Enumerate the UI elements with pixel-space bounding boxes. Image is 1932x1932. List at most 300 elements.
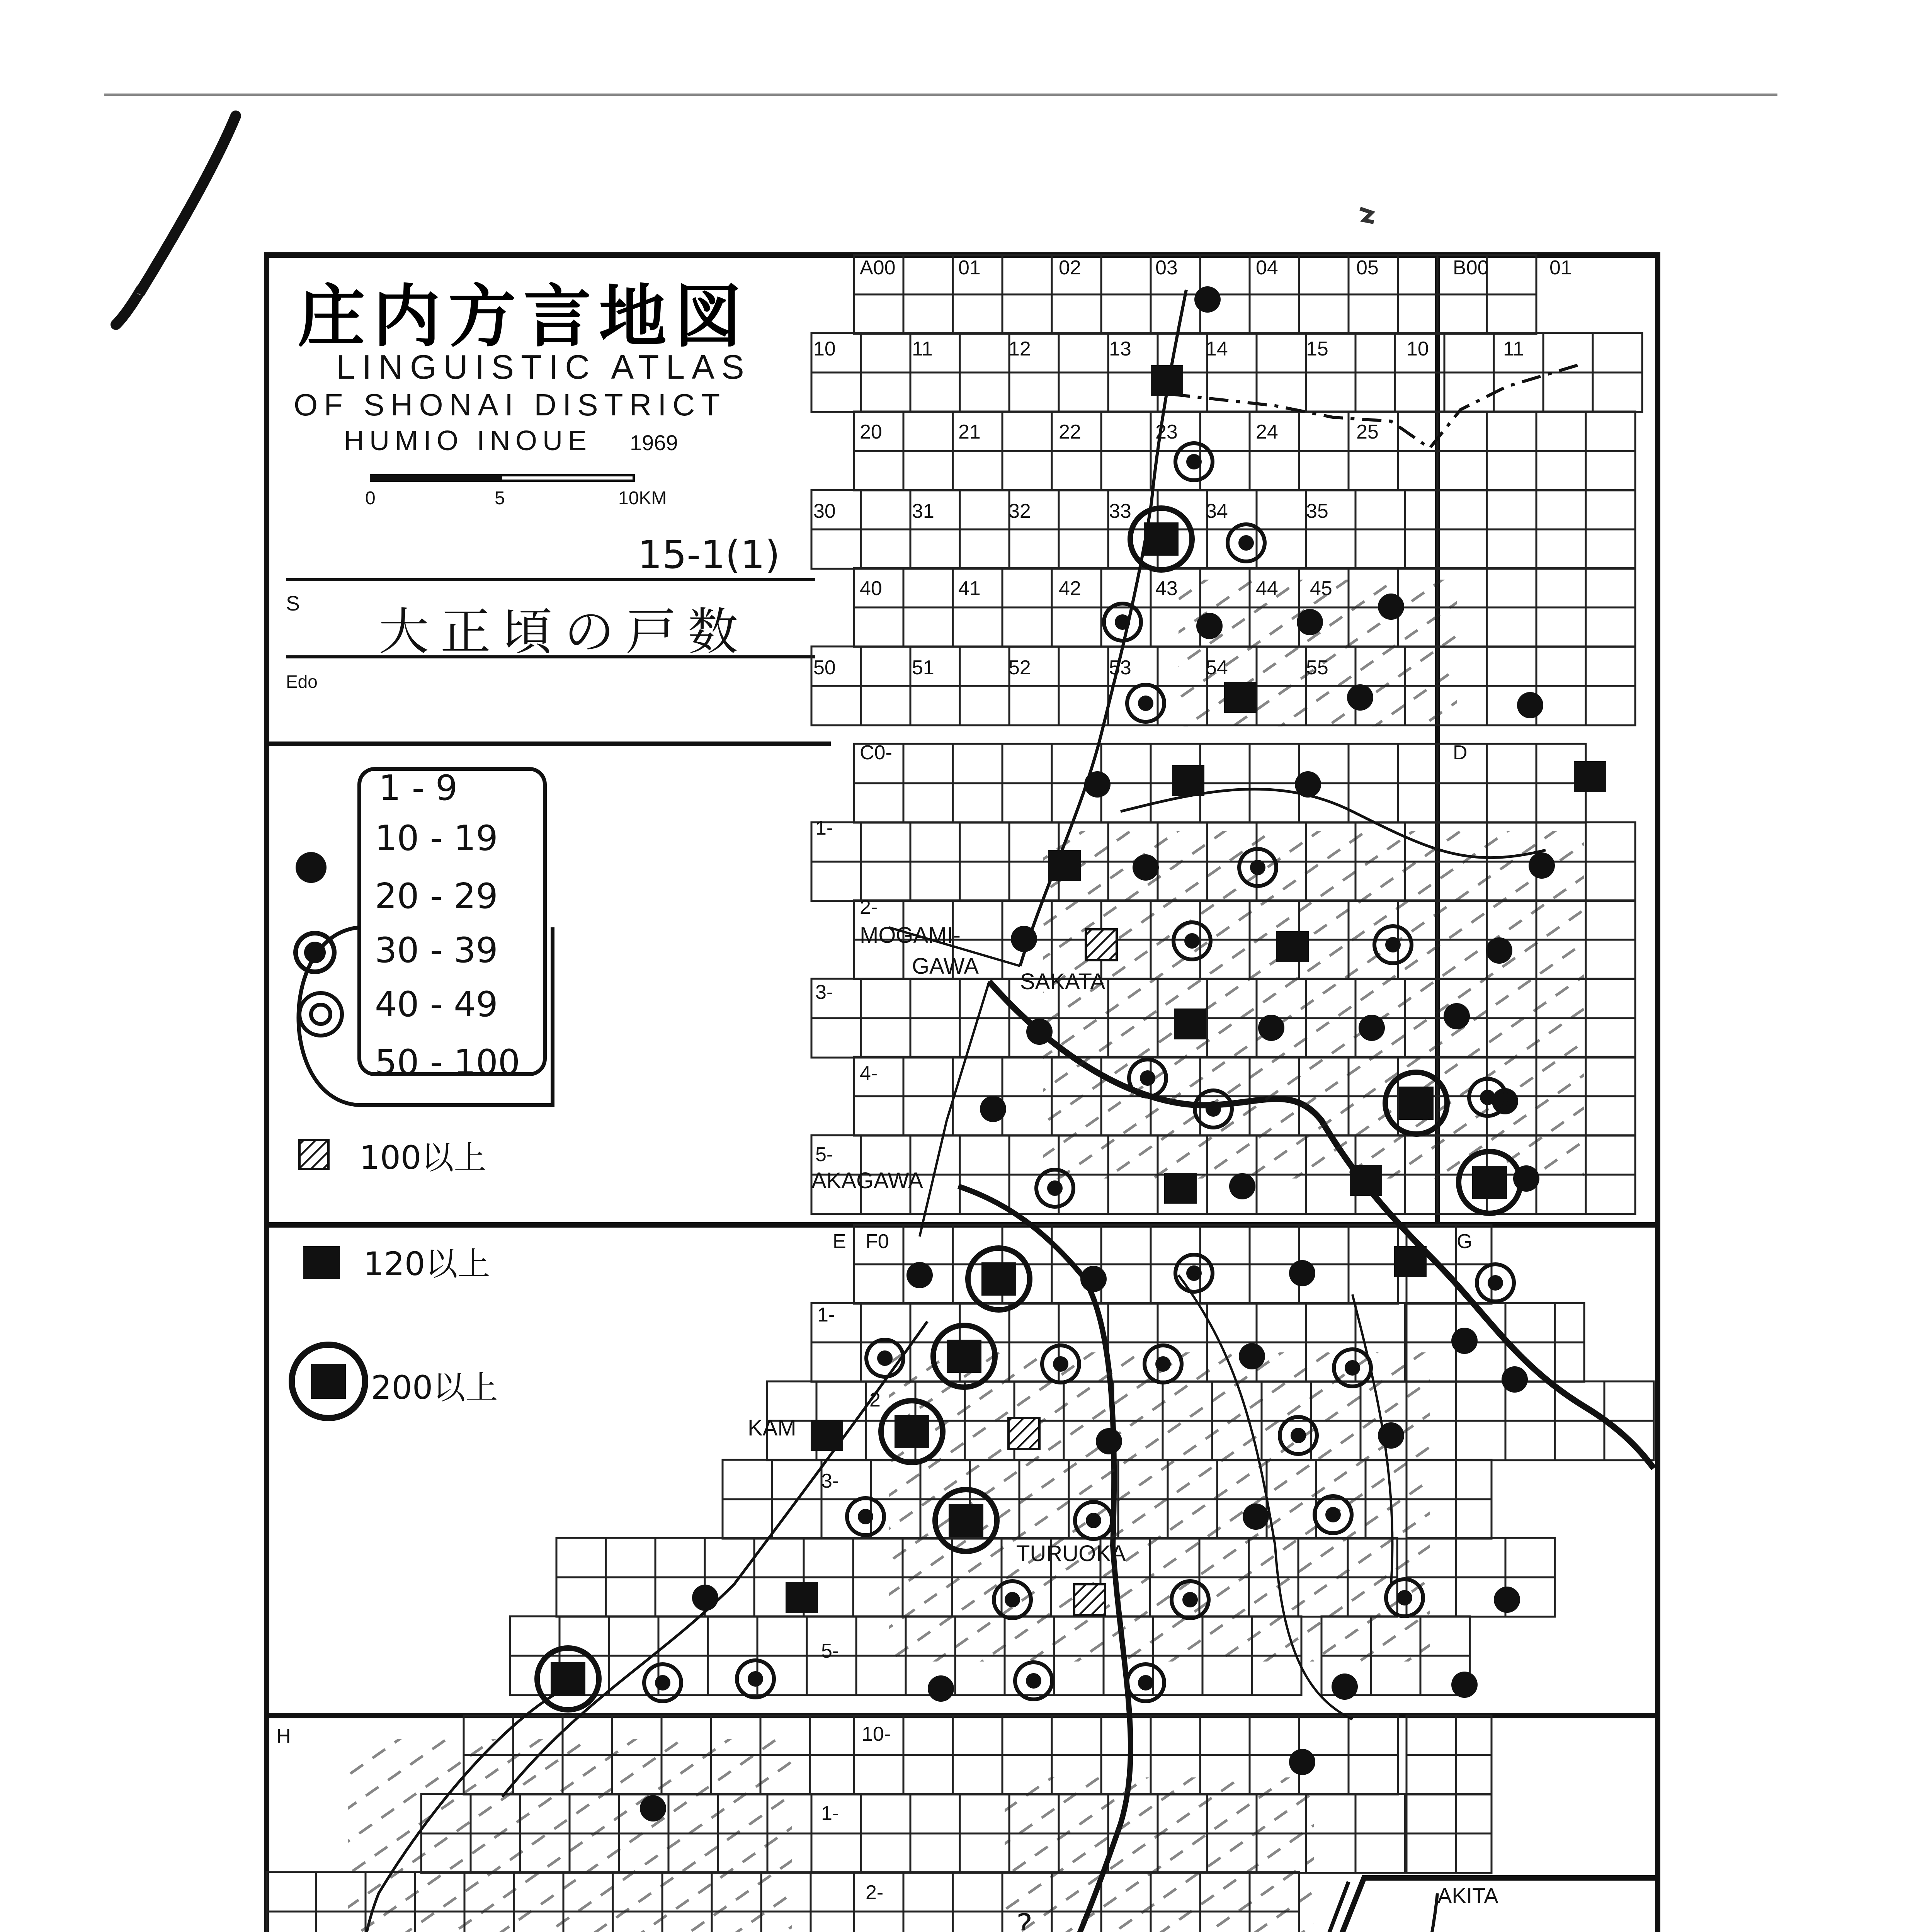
grid-cell <box>1586 529 1635 569</box>
grid-cell <box>1536 529 1586 569</box>
grid-cell <box>1586 646 1635 686</box>
grid-cell <box>861 1833 910 1873</box>
symbol-dot-45 <box>1378 594 1404 620</box>
grid-label: 52 <box>1009 656 1031 679</box>
grid-cell <box>1059 529 1108 569</box>
place-mogamigawa: GAWA <box>912 954 979 979</box>
grid-label-02: 02 <box>1059 257 1081 279</box>
grid-label: 20 <box>860 421 882 443</box>
grid-label: 10 <box>813 338 836 360</box>
grid-label: 5- <box>821 1640 839 1662</box>
grid-cell <box>1009 1303 1059 1342</box>
grid-cell <box>910 372 960 412</box>
grid-cell <box>1487 255 1536 294</box>
legend-dot-symbol <box>296 852 327 883</box>
grid-cell <box>854 1912 903 1932</box>
symbol-ring-E5-2 <box>1015 1662 1052 1699</box>
grid-cell <box>903 1872 953 1912</box>
grid-cell <box>1349 1225 1398 1264</box>
grid-cell <box>1586 1057 1635 1096</box>
grid-cell <box>1059 1175 1108 1214</box>
scale-tick-0: 0 <box>365 488 376 509</box>
symbol-dot-F3-2 <box>1243 1503 1269 1530</box>
grid-cell <box>854 1096 903 1136</box>
symbol-hatch-F4-2 <box>1074 1584 1105 1615</box>
grid-cell <box>960 372 1009 412</box>
grid-cell <box>953 1755 1002 1794</box>
grid-cell <box>1009 529 1059 569</box>
grid-label: 43 <box>1155 577 1178 600</box>
grid-label: 2- <box>866 1881 884 1904</box>
grid-cell <box>910 1833 960 1873</box>
symbol-dot-C-5-6 <box>1513 1165 1539 1192</box>
grid-cell <box>1052 294 1101 334</box>
legend <box>292 768 553 1418</box>
grid-label: 14 <box>1206 338 1228 360</box>
grid-cell <box>1101 1225 1151 1264</box>
grid-cell <box>1349 744 1398 783</box>
symbol-sq-C-5-4 <box>1350 1165 1382 1196</box>
symbol-ring-E5-0 <box>737 1660 774 1697</box>
grid-cell <box>1200 744 1250 783</box>
grid-cell <box>1151 294 1200 334</box>
grid-cell <box>1299 451 1349 490</box>
legend-200: 200以上 <box>371 1369 498 1406</box>
symbol-dot-44 <box>1297 609 1323 635</box>
grid-cell <box>903 607 953 647</box>
grid-cell <box>1059 646 1108 686</box>
grid-cell <box>1586 490 1635 529</box>
grid-cell <box>1536 1175 1586 1214</box>
map-subject: 大正頃の戸数 <box>379 602 750 661</box>
section-label-C0: C0- <box>860 742 892 764</box>
legend-range-2: 10 - 19 <box>375 818 498 859</box>
grid-cell <box>754 1538 804 1577</box>
grid-cell <box>960 862 1009 901</box>
grid-cell <box>856 1656 906 1695</box>
grid-cell <box>1586 1018 1635 1058</box>
symbol-dot-C-3-6 <box>1444 1003 1470 1029</box>
grid-cell <box>1586 1175 1635 1214</box>
grid-cell <box>1355 1833 1405 1873</box>
grid-cell <box>1257 1303 1306 1342</box>
grid-cell <box>1207 372 1257 412</box>
grid-label: 13 <box>1109 338 1131 360</box>
symbol-bigsq-33 <box>1130 508 1192 570</box>
grid-cell <box>1002 451 1052 490</box>
grid-cell <box>1586 451 1635 490</box>
grid-cell <box>861 1018 910 1058</box>
grid-cell <box>1586 940 1635 979</box>
s-label: S <box>286 592 300 615</box>
grid-cell <box>1405 529 1437 569</box>
grid-cell <box>658 1616 708 1656</box>
symbol-sq-C-1-2 <box>1048 850 1081 881</box>
grid-label: 10 <box>1406 338 1429 360</box>
legend-square-symbol <box>303 1246 340 1279</box>
symbol-sq-D0 <box>1574 761 1606 792</box>
grid-cell <box>1158 1303 1207 1342</box>
scale-bar <box>365 475 667 509</box>
symbol-dot-G1-0 <box>1502 1366 1528 1393</box>
grid-cell <box>953 783 1002 823</box>
grid-cell <box>953 1716 1002 1755</box>
grid-cell <box>854 1264 903 1304</box>
grid-cell <box>1349 1755 1398 1794</box>
symbol-hatch-C-2-2 <box>1086 929 1117 960</box>
grid-cell <box>1002 294 1052 334</box>
symbol-ring-F0-6 <box>1477 1264 1514 1301</box>
grid-label: 40 <box>860 577 882 600</box>
grid-cell <box>811 372 861 412</box>
legend-range-4: 30 - 39 <box>375 930 498 971</box>
grid-cell <box>1456 1538 1505 1577</box>
grid-cell <box>1052 607 1101 647</box>
grid-cell <box>861 490 910 529</box>
grid-cell <box>903 1225 953 1264</box>
place-sakata: SAKATA <box>1020 969 1105 994</box>
section-label-D: D <box>1453 742 1468 764</box>
grid-cell <box>1536 412 1586 451</box>
grid-label: 15 <box>1306 338 1328 360</box>
grid-cell <box>1059 490 1108 529</box>
symbol-sq-E4-1 <box>786 1582 818 1613</box>
grid-cell <box>1586 1135 1635 1175</box>
scale-tick-5: 5 <box>495 488 505 509</box>
symbol-dot-F2-2 <box>1096 1428 1122 1454</box>
grid-label-04: 04 <box>1256 257 1278 279</box>
grid-cell <box>1586 900 1635 940</box>
grid-cell <box>854 294 903 334</box>
grid-cell <box>1002 255 1052 294</box>
grid-cell <box>1299 1716 1349 1755</box>
grid-cell <box>1456 1755 1492 1794</box>
symbol-dot-F5-4 <box>1451 1672 1478 1698</box>
grid-cell <box>1586 568 1635 607</box>
grid-cell <box>1406 1303 1456 1342</box>
grid-cell <box>903 294 953 334</box>
grid-label-B00: B00 <box>1453 257 1489 279</box>
grid-cell <box>953 607 1002 647</box>
grid-cell <box>723 1499 772 1539</box>
grid-cell <box>655 1538 705 1577</box>
symbol-dot-D-5-1 <box>906 1262 933 1288</box>
grid-cell <box>1487 646 1536 686</box>
grid-label-05: 05 <box>1356 257 1379 279</box>
legend-120: 120以上 <box>363 1245 490 1283</box>
grid-cell <box>1299 1225 1349 1264</box>
grid-label: 30 <box>813 500 836 522</box>
place-mogamigawa: MOGAMI- <box>860 923 961 948</box>
grid-cell <box>1398 783 1437 823</box>
grid-cell <box>1456 1833 1492 1873</box>
grid-cell <box>1002 412 1052 451</box>
grid-cell <box>1059 372 1108 412</box>
grid-cell <box>903 412 953 451</box>
grid-label: 41 <box>958 577 981 600</box>
symbol-ring-F2-5 <box>847 1498 884 1535</box>
grid-cell <box>1108 1303 1158 1342</box>
grid-cell <box>1101 255 1151 294</box>
grid-cell <box>1398 294 1437 334</box>
grid-cell <box>1406 1833 1456 1873</box>
grid-cell <box>960 646 1009 686</box>
grid-cell <box>903 1755 953 1794</box>
grid-cell <box>960 333 1009 372</box>
grid-cell <box>953 744 1002 783</box>
grid-label: 32 <box>1009 500 1031 522</box>
place-turuoka: TURUOKA <box>1016 1541 1126 1566</box>
grid-label-01: 01 <box>958 257 981 279</box>
symbol-dot-F1-5 <box>1451 1328 1478 1354</box>
grid-cell <box>708 1616 757 1656</box>
grid-cell <box>1437 490 1487 529</box>
symbol-dot-55 <box>1347 684 1373 711</box>
grid-cell <box>1250 1225 1299 1264</box>
grid-cell <box>1151 1716 1200 1755</box>
grid-cell <box>606 1577 655 1617</box>
grid-cell <box>1604 1381 1654 1421</box>
symbol-dot-03 <box>1194 286 1221 313</box>
grid-cell <box>1437 412 1487 451</box>
symbol-dot-43 <box>1196 613 1223 639</box>
grid-cell <box>1437 529 1487 569</box>
symbol-dot-F2-4 <box>1378 1422 1404 1449</box>
grid-cell <box>1108 1175 1158 1214</box>
grid-cell <box>903 1912 953 1932</box>
legend-hatch-symbol <box>299 1140 328 1169</box>
grid-cell <box>1456 1381 1505 1421</box>
grid-cell <box>1306 1303 1355 1342</box>
grid-cell <box>1487 451 1536 490</box>
grid-cell <box>772 1499 821 1539</box>
grid-label: 12 <box>1009 338 1031 360</box>
grid-cell <box>1536 646 1586 686</box>
symbol-hatch-F2-1 <box>1009 1418 1039 1449</box>
symbol-sq-13 <box>1151 365 1183 396</box>
symbol-sq-F0-5 <box>1394 1246 1427 1277</box>
symbol-sq-C-3-2 <box>1174 1009 1206 1039</box>
symbol-sq-C-5-2 <box>1164 1173 1197 1204</box>
grid-cell <box>1200 1716 1250 1755</box>
symbol-bigsq-F0-0 <box>968 1248 1030 1310</box>
grid-cell <box>861 372 910 412</box>
section-label-C4: 4- <box>860 1062 878 1085</box>
grid-cell <box>953 451 1002 490</box>
grid-cell <box>1299 255 1349 294</box>
grid-cell <box>903 568 953 607</box>
grid-cell <box>1536 686 1586 725</box>
grid-cell <box>910 979 960 1018</box>
grid-cell <box>1002 1225 1052 1264</box>
inset-akita: AKITA <box>1437 1883 1498 1908</box>
grid-cell <box>1437 451 1487 490</box>
grid-cell <box>1252 1656 1301 1695</box>
grid-cell <box>960 1833 1009 1873</box>
grid-label: 2 <box>869 1389 881 1411</box>
symbol-sq-G1-1 <box>811 1420 843 1451</box>
grid-cell <box>267 1872 316 1912</box>
grid-cell <box>861 979 910 1018</box>
grid-label: 24 <box>1256 421 1278 443</box>
grid-cell <box>1586 686 1635 725</box>
grid-cell <box>910 822 960 862</box>
grid-cell <box>1406 1716 1456 1755</box>
grid-cell <box>1487 568 1536 607</box>
grid-cell <box>953 1912 1002 1932</box>
grid-cell <box>861 333 910 372</box>
grid-cell <box>1101 744 1151 783</box>
title-english-1: LINGUISTIC ATLAS <box>336 348 751 386</box>
grid-cell <box>1398 255 1437 294</box>
grid-cell <box>1487 744 1536 783</box>
section-label-C1: 1- <box>815 817 833 839</box>
symbol-dot-C-1-6 <box>1529 852 1555 879</box>
grid-cell <box>960 822 1009 862</box>
grid-cell <box>1593 333 1642 372</box>
symbol-sq-54 <box>1224 682 1257 713</box>
grid-cell <box>1002 783 1052 823</box>
grid-label: 51 <box>912 656 934 679</box>
symbol-dot-F0-4 <box>1289 1260 1315 1286</box>
grid-cell <box>1355 490 1405 529</box>
grid-cell <box>1586 979 1635 1018</box>
legend-range-3: 20 - 29 <box>375 876 498 917</box>
symbol-sq-C1 <box>1172 765 1204 796</box>
symbol-dot-C-2-7 <box>1026 1019 1053 1045</box>
stray-mark <box>1360 209 1374 222</box>
grid-cell <box>1101 568 1151 607</box>
map-number: 15-1(1) <box>638 532 780 577</box>
symbol-dot-F0-1 <box>1080 1266 1107 1292</box>
grid-cell <box>811 1912 854 1932</box>
grid-cell <box>1406 1794 1456 1833</box>
legend-range-6: 50 - 100 <box>375 1042 520 1083</box>
grid-cell <box>1349 294 1398 334</box>
symbol-sq-C-2-4 <box>1276 931 1309 962</box>
grid-cell <box>903 255 953 294</box>
grid-cell <box>1371 1656 1420 1695</box>
section-label-C2: 2- <box>860 896 878 918</box>
author: HUMIO INOUE <box>344 425 592 456</box>
grid-cell <box>609 1616 658 1656</box>
grid-label: 11 <box>1503 338 1524 360</box>
grid-cell <box>1250 1716 1299 1755</box>
grid-cell <box>1405 1175 1437 1214</box>
grid-cell <box>953 294 1002 334</box>
section-label-C3: 3- <box>815 981 833 1003</box>
grid-cell <box>811 686 861 725</box>
grid-cell <box>1536 490 1586 529</box>
grid-cell <box>1593 372 1642 412</box>
grid-cell <box>767 1381 816 1421</box>
grid-label-B01: 01 <box>1549 257 1572 279</box>
grid-cell <box>1437 294 1487 334</box>
grid-label: 1- <box>817 1304 835 1326</box>
grid-cell <box>1586 822 1635 862</box>
grid-cell <box>1002 744 1052 783</box>
symbol-ring-23 <box>1175 443 1213 480</box>
grid-cell <box>810 1755 854 1794</box>
grid-cell <box>757 1616 807 1656</box>
grid-label: 35 <box>1306 500 1328 522</box>
grid-cell <box>1406 1755 1456 1794</box>
grid-cell <box>1355 1794 1405 1833</box>
symbol-dot-F3-5 <box>692 1585 718 1611</box>
grid-label: 10- <box>862 1723 891 1745</box>
grid-label: 3- <box>821 1470 839 1492</box>
grid-cell <box>960 529 1009 569</box>
grid-cell <box>1108 372 1158 412</box>
grid-cell <box>1299 294 1349 334</box>
grid-cell <box>1405 490 1437 529</box>
grid-cell <box>1536 451 1586 490</box>
grid-label: 50 <box>813 656 836 679</box>
grid-cell <box>811 1872 854 1912</box>
grid-cell <box>1487 294 1536 334</box>
grid-label-A00: A00 <box>860 257 896 279</box>
grid-cell <box>1306 1175 1355 1214</box>
grid-cell <box>1250 744 1299 783</box>
symbol-dot-F1-3 <box>1239 1343 1265 1369</box>
grid-label: 25 <box>1356 421 1379 443</box>
grid-cell <box>1349 1716 1398 1755</box>
grid-cell <box>1487 529 1536 569</box>
year: 1969 <box>630 430 678 455</box>
symbol-dot-F5-6 <box>1289 1749 1315 1775</box>
section-label-F0: F0 <box>866 1230 889 1253</box>
grid-cell <box>861 529 910 569</box>
grid-cell <box>1456 1499 1492 1539</box>
grid-cell <box>1586 862 1635 901</box>
symbol-bigsq-F4-6 <box>537 1648 599 1710</box>
grid-cell <box>1306 372 1355 412</box>
grid-cell <box>1052 1225 1101 1264</box>
grid-cell <box>1059 686 1108 725</box>
grid-cell <box>1586 412 1635 451</box>
grid-label-03: 03 <box>1155 257 1178 279</box>
grid-cell <box>1355 333 1395 372</box>
edo-label: Edo <box>286 672 318 692</box>
grid-cell <box>1207 1303 1257 1342</box>
grid-cell <box>811 1833 861 1873</box>
grid-cell <box>1586 607 1635 647</box>
grid-cell <box>960 490 1009 529</box>
grid-cell <box>903 783 953 823</box>
grid-cell <box>811 862 861 901</box>
grid-cell <box>1355 372 1395 412</box>
grid-cell <box>854 451 903 490</box>
grid-cell <box>772 1460 821 1499</box>
grid-cell <box>1059 333 1108 372</box>
symbol-ring-53 <box>1127 685 1164 722</box>
grid-cell <box>1536 607 1586 647</box>
grid-label: 53 <box>1109 656 1131 679</box>
grid-cell <box>861 862 910 901</box>
title-block <box>286 277 815 692</box>
symbol-dot-C-3-7 <box>980 1096 1006 1122</box>
grid-cell <box>1349 783 1398 823</box>
grid-cell <box>723 1460 772 1499</box>
section-label-H: H <box>276 1725 291 1747</box>
grid-cell <box>1257 1175 1306 1214</box>
grid-cell <box>1398 451 1437 490</box>
grid-cell <box>811 529 861 569</box>
symbol-dot-C-2-6 <box>1486 937 1512 964</box>
legend-100: 100以上 <box>359 1139 486 1177</box>
grid-cell <box>1257 333 1306 372</box>
grid-cell <box>1487 607 1536 647</box>
